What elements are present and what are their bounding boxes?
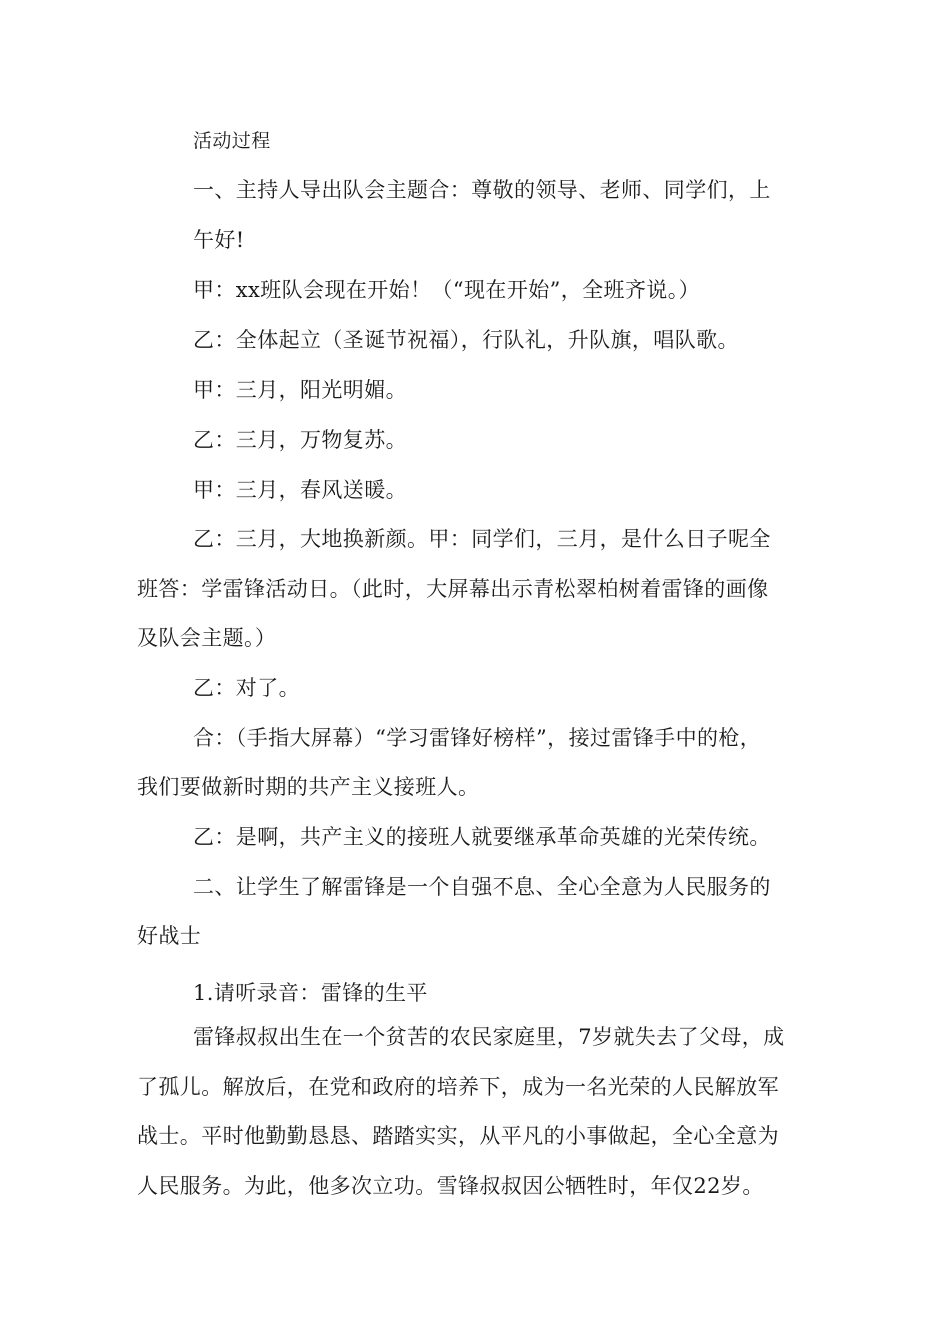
paragraph-line: 雷锋叔叔出生在一个贫苦的农民家庭里，7岁就失去了父母，成 xyxy=(193,1025,785,1049)
paragraph-line: 甲：三月，阳光明媚。 xyxy=(193,378,407,402)
paragraph-line: 了孤儿。解放后，在党和政府的培养下，成为一名光荣的人民解放军 xyxy=(137,1075,779,1099)
paragraph-line: 合：（手指大屏幕）“学习雷锋好榜样”，接过雷锋手中的枪， xyxy=(193,726,762,750)
paragraph-line: 乙：三月，万物复苏。 xyxy=(193,428,407,452)
paragraph-line: 班答：学雷锋活动日。（此时，大屏幕出示青松翠柏树着雷锋的画像 xyxy=(137,577,769,601)
list-item: 1.请听录音：雷锋的生平 xyxy=(193,981,428,1005)
paragraph-line: 及队会主题。） xyxy=(137,626,277,650)
section-heading: 活动过程 xyxy=(193,130,271,152)
paragraph-line: 午好! xyxy=(193,228,245,252)
paragraph-line: 乙：是啊，共产主义的接班人就要继承革命英雄的光荣传统。 xyxy=(193,825,771,849)
paragraph-line: 二、让学生了解雷锋是一个自强不息、全心全意为人民服务的 xyxy=(193,875,771,899)
paragraph-line: 乙：对了。 xyxy=(193,676,300,700)
paragraph-line: 甲：三月，春风送暖。 xyxy=(193,478,407,502)
paragraph-line: 人民服务。为此，他多次立功。雪锋叔叔因公牺牲时，年仅22岁。 xyxy=(137,1174,764,1198)
paragraph-line: 我们要做新时期的共产主义接班人。 xyxy=(137,775,480,799)
paragraph-line: 战士。平时他勤勤恳恳、踏踏实实，从平凡的小事做起，全心全意为 xyxy=(137,1124,779,1148)
paragraph-line: 甲：xx班队会现在开始！（“现在开始”，全班齐说。） xyxy=(193,278,701,302)
paragraph-line: 乙：全体起立（圣诞节祝福），行队礼，升队旗，唱队歌。 xyxy=(193,328,739,352)
paragraph-line: 好战士 xyxy=(137,924,202,948)
paragraph-line: 一、主持人导出队会主题合：尊敬的领导、老师、同学们，上 xyxy=(193,178,771,202)
paragraph-line: 乙：三月，大地换新颜。甲：同学们，三月，是什么日子呢全 xyxy=(193,527,771,551)
